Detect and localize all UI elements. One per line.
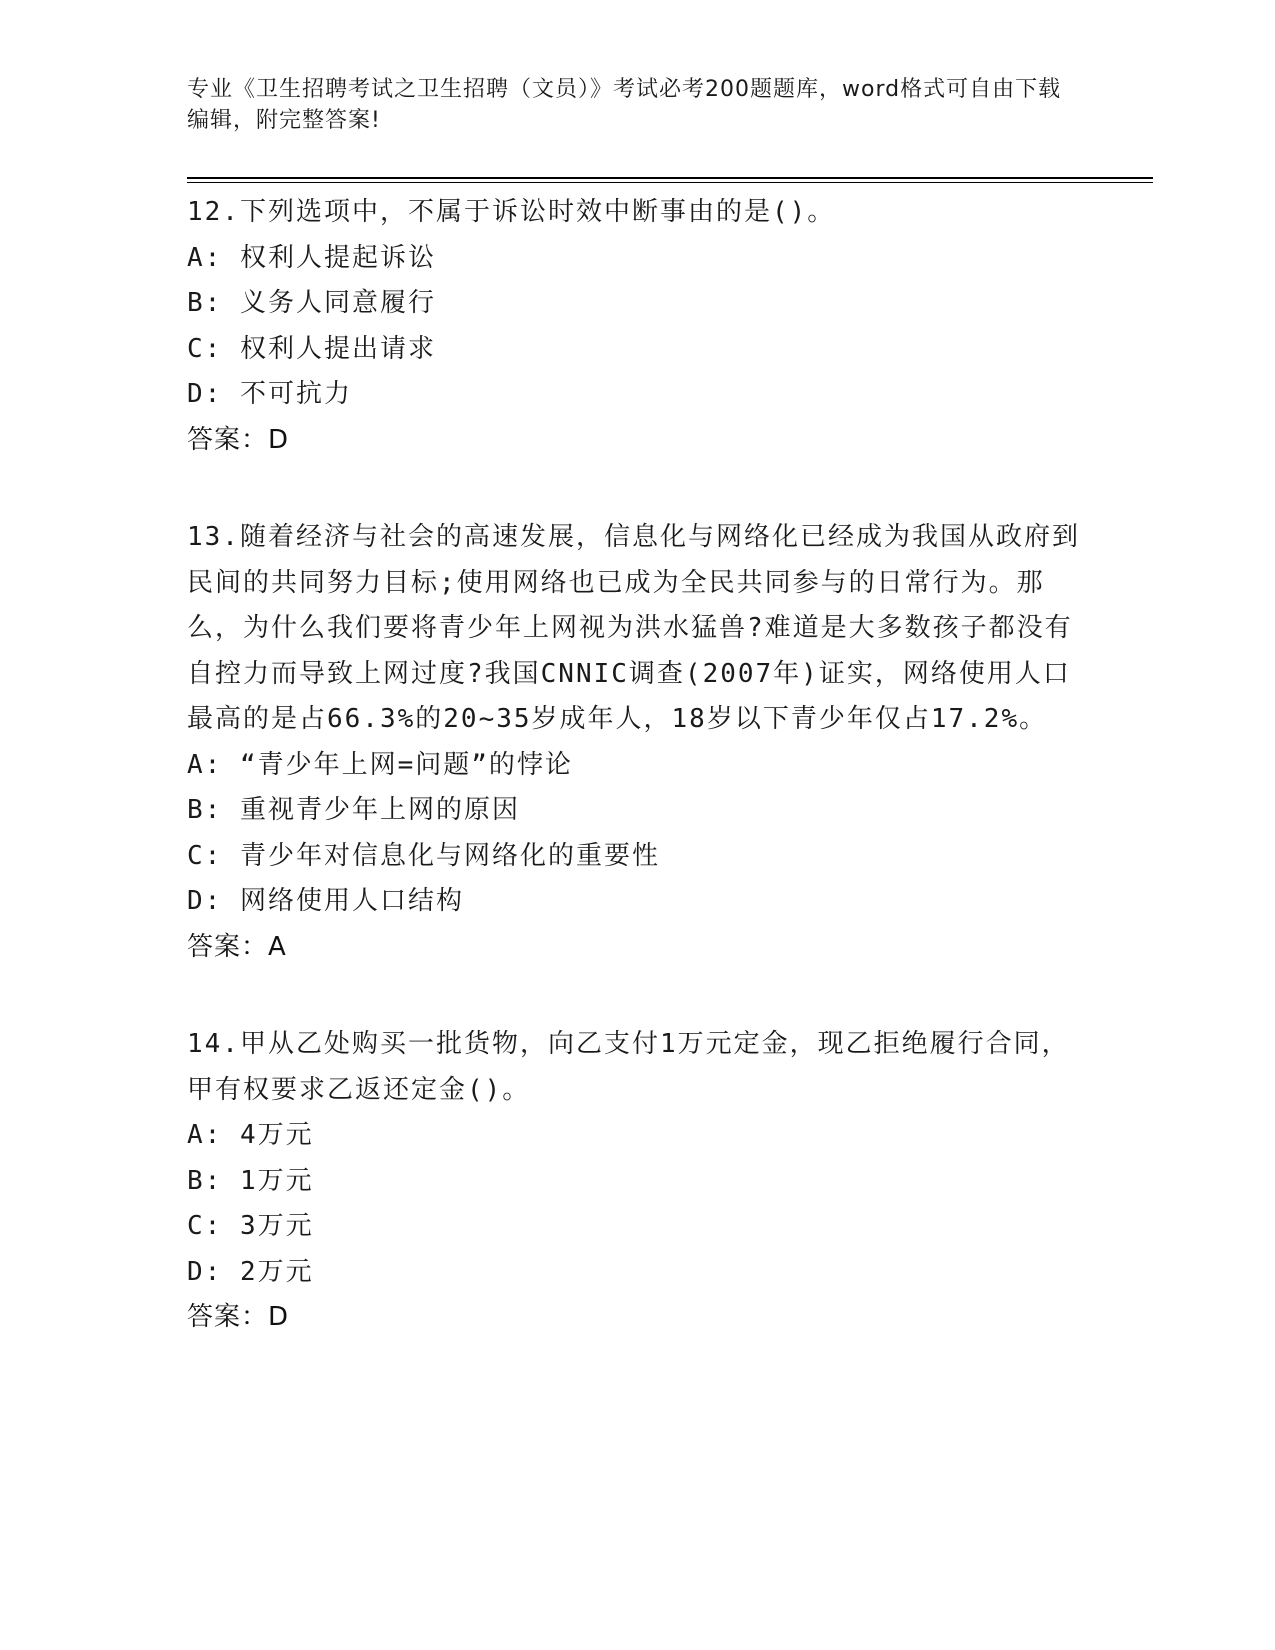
document-header: 专业《卫生招聘考试之卫生招聘（文员）》考试必考200题题库，word格式可自由下载编辑，附完整答案! [187, 77, 1062, 133]
option-d: D: 2万元 [187, 1256, 314, 1287]
question-text: 12.下列选项中，不属于诉讼时效中断事由的是()。 [187, 197, 836, 227]
option-c: C: 3万元 [187, 1211, 314, 1241]
option-a: A: 4万元 [187, 1120, 314, 1150]
question-item [187, 515, 1087, 970]
option-c: C: 权利人提出请求 [187, 333, 436, 364]
question-text: 13.随着经济与社会的高速发展，信息化与网络化已经成为我国从政府到民间的共同努力目标;使用网络也已成为全民共同参与的日常行为。那么，为什么我们要将青少年上网视为洪水猛兽?难道是大多数孩子都没有自控力而导致上网过度?我国CNNIC调查(2007年)证实，网络使用人口最高的是占66.3%的20~35岁成年人，18岁以下青少年仅占17.2%。 [187, 522, 1080, 734]
option-a: A: “青少年上网=问题”的悖论 [187, 749, 573, 780]
answer-text: 答案：A [187, 931, 287, 962]
answer-text: 答案：D [187, 424, 290, 455]
option-a: A: 权利人提起诉讼 [187, 242, 436, 273]
header-divider-thin [187, 182, 1153, 183]
question-item [187, 190, 1087, 463]
option-c: C: 青少年对信息化与网络化的重要性 [187, 840, 660, 871]
header-divider-thick [187, 177, 1153, 179]
option-d: D: 网络使用人口结构 [187, 886, 464, 916]
question-item [187, 1022, 1087, 1341]
option-b: B: 义务人同意履行 [187, 288, 436, 318]
answer-text: 答案：D [187, 1302, 290, 1332]
option-b: B: 1万元 [187, 1165, 314, 1196]
question-text: 14.甲从乙处购买一批货物，向乙支付1万元定金，现乙拒绝履行合同，甲有权要求乙返还定金()。 [187, 1029, 1070, 1105]
option-d: D: 不可抗力 [187, 379, 352, 409]
option-b: B: 重视青少年上网的原因 [187, 795, 520, 825]
question-list [187, 190, 1087, 1393]
